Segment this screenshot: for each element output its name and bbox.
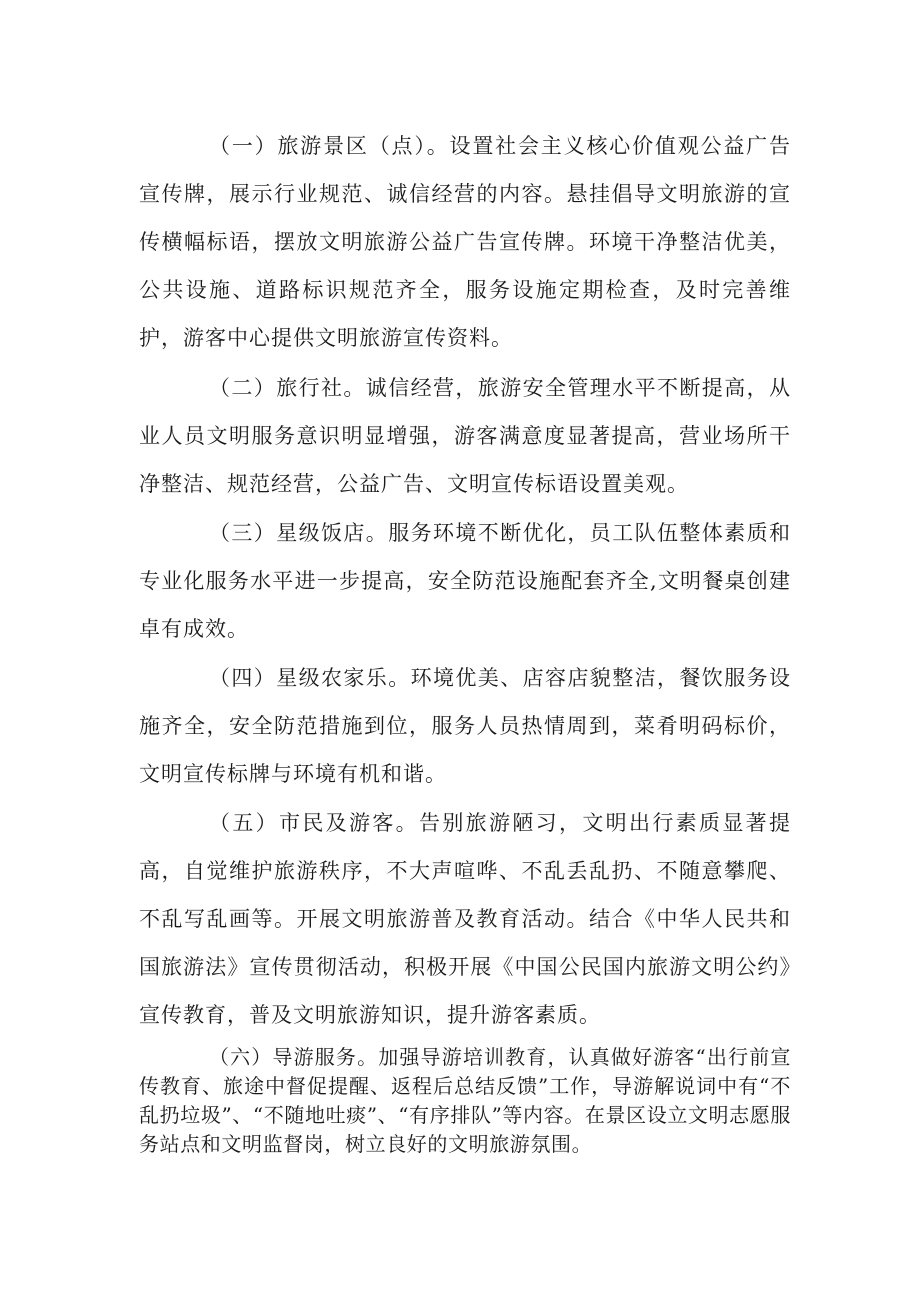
paragraph-scenic-areas: （一）旅游景区（点）。设置社会主义核心价值观公益广告宣传牌，展示行业规范、诚信经营的内容。悬挂倡导文明旅游的宣传横幅标语，摆放文明旅游公益广告宣传牌。环境干净整洁优美，公共设施、道路标识规范齐全，服务设施定期检查，及时完善维护，游客中心提供文明旅游宣传资料。 [139, 134, 791, 350]
paragraph-farm-stays: （四）星级农家乐。环境优美、店容店貌整洁，餐饮服务设施齐全，安全防范措施到位，服务人员热情周到，菜肴明码标价，文明宣传标牌与环境有机和谐。 [139, 666, 791, 786]
paragraph-star-hotels: （三）星级饭店。服务环境不断优化，员工队伍整体素质和专业化服务水平进一步提高，安全防范设施配套齐全,文明餐桌创建卓有成效。 [139, 521, 791, 641]
paragraph-travel-agencies: （二）旅行社。诚信经营，旅游安全管理水平不断提高，从业人员文明服务意识明显增强，游客满意度显著提高，营业场所干净整洁、规范经营，公益广告、文明宣传标语设置美观。 [139, 376, 791, 496]
paragraph-tour-guides: （六）导游服务。加强导游培训教育，认真做好游客“出行前宣传教育、旅途中督促提醒、返程后总结反馈”工作，导游解说词中有“不乱扔垃圾”、“不随地吐痰”、“有序排队”等内容。在景区设立文明志愿服务站点和文明监督岗，树立良好的文明旅游氛围。 [139, 1045, 791, 1156]
paragraph-citizens-tourists: （五）市民及游客。告别旅游陋习，文明出行素质显著提高，自觉维护旅游秩序，不大声喧哗、不乱丢乱扔、不随意攀爬、不乱写乱画等。开展文明旅游普及教育活动。结合《中华人民共和国旅游法》宣传贯彻活动，积极开展《中国公民国内旅游文明公约》宣传教育，普及文明旅游知识，提升游客素质。 [139, 811, 791, 1027]
